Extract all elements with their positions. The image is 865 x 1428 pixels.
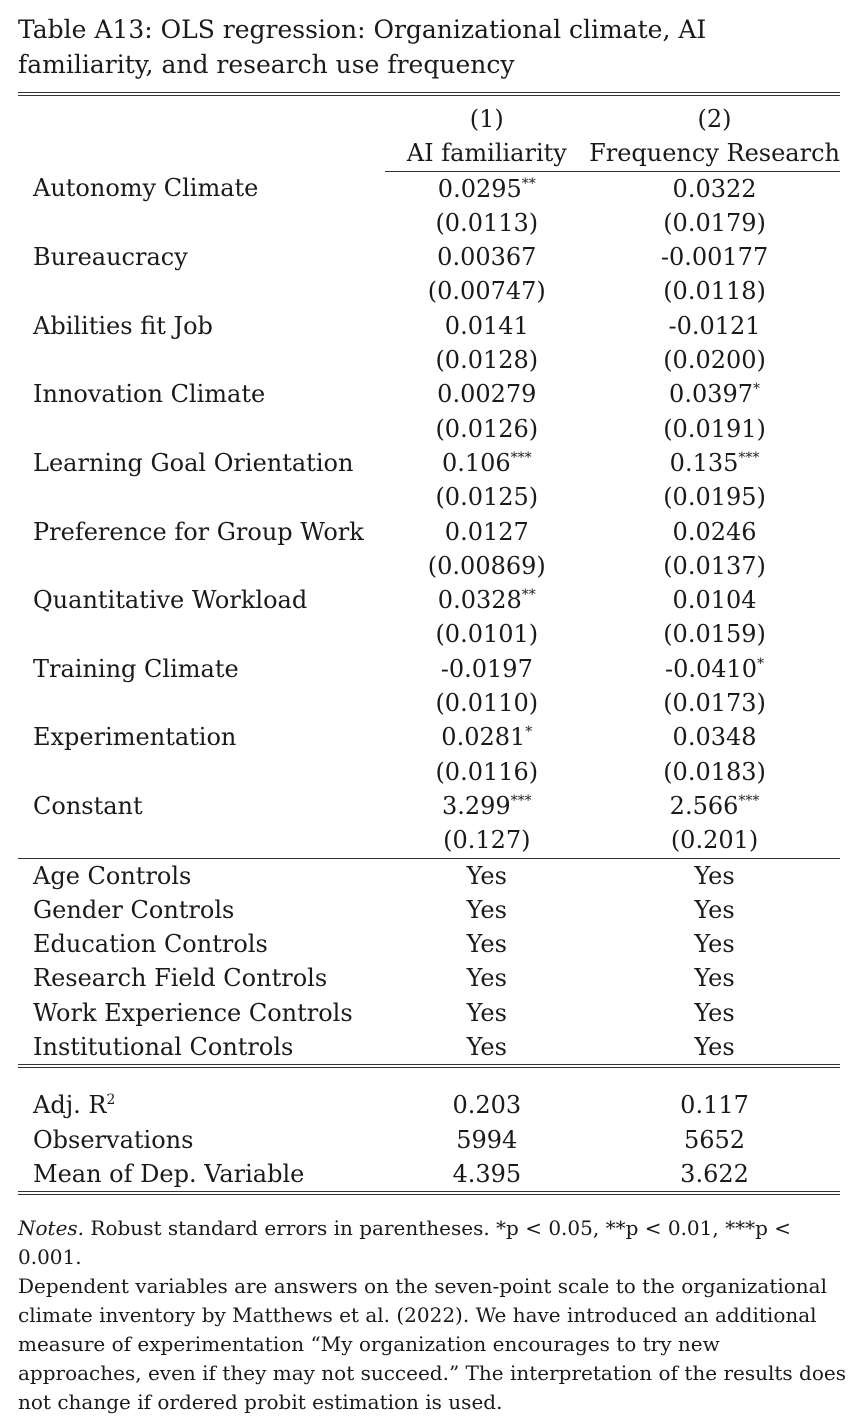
- se-row: [18, 274, 840, 308]
- control-label: Gender Controls: [33, 895, 235, 924]
- se-row: [18, 617, 840, 651]
- coef-col2: [589, 446, 840, 480]
- se-row: [18, 755, 840, 789]
- control-col2-value: Yes: [694, 1033, 735, 1062]
- coef-col2: [589, 583, 840, 617]
- notes-line-1: [18, 1214, 846, 1272]
- control-col2: [589, 996, 840, 1030]
- se-col2: [589, 412, 840, 446]
- se-col1: [385, 206, 590, 240]
- stats-separator: [18, 1066, 840, 1088]
- control-col1: [385, 996, 590, 1030]
- adj-r2-col2-value: 0.117: [680, 1091, 749, 1120]
- se-col2: [589, 206, 840, 240]
- coef-row: [18, 515, 840, 549]
- se-col1-value: (0.0113): [435, 208, 539, 237]
- controls-row: [18, 961, 840, 995]
- control-label: Institutional Controls: [33, 1033, 294, 1062]
- coef-col1: [385, 171, 590, 206]
- coef-col1-stars: ***: [510, 792, 532, 809]
- se-col2: [589, 617, 840, 651]
- observations-col2: [589, 1123, 840, 1157]
- coef-col2-value: 0.0397: [669, 380, 754, 409]
- top-rule: [18, 94, 840, 102]
- se-col2-value: (0.0137): [663, 551, 766, 580]
- coef-col1: [385, 240, 590, 274]
- control-col2-value: Yes: [694, 930, 735, 959]
- control-col2: [589, 893, 840, 927]
- control-col1-value: Yes: [466, 964, 507, 993]
- se-row: [18, 412, 840, 446]
- adj-r2-col2: [589, 1088, 840, 1122]
- se-col1-value: (0.0126): [435, 414, 539, 443]
- control-col1: [385, 893, 590, 927]
- control-col2-value: Yes: [694, 895, 735, 924]
- variable-label: Autonomy Climate: [33, 174, 259, 203]
- observations-row: [18, 1123, 840, 1157]
- se-col2: [589, 686, 840, 720]
- coef-col1-value: 0.106: [441, 448, 511, 477]
- column-numbers-row: [18, 102, 840, 136]
- se-col1: [385, 343, 590, 377]
- coef-row: [18, 240, 840, 274]
- se-col2: [589, 480, 840, 514]
- mean-dep-col1-value: 4.395: [452, 1159, 522, 1188]
- column-1-number: (1): [469, 105, 504, 133]
- control-col1: [385, 927, 590, 961]
- observations-label: Observations: [33, 1125, 194, 1154]
- coef-row: [18, 446, 840, 480]
- se-col1-value: (0.0128): [435, 346, 539, 375]
- coef-row: [18, 583, 840, 617]
- coef-col1: [385, 720, 590, 754]
- coef-col2-value: 0.135: [669, 448, 739, 477]
- coef-col2: [589, 515, 840, 549]
- coef-col2-value: 0.0322: [672, 174, 757, 203]
- observations-col2-value: 5652: [684, 1125, 746, 1154]
- coef-row: [18, 377, 840, 411]
- coef-col2-value: -0.00177: [660, 243, 769, 272]
- control-col2: [589, 927, 840, 961]
- coef-col1-value: 3.299: [441, 791, 511, 820]
- controls-row: [18, 927, 840, 961]
- coef-col2-value: 0.0246: [672, 517, 757, 546]
- coef-row: [18, 652, 840, 686]
- coef-col1: [385, 377, 590, 411]
- control-col2-value: Yes: [694, 861, 735, 890]
- se-col1: [385, 274, 590, 308]
- variable-label: Learning Goal Orientation: [33, 448, 354, 477]
- control-col2: [589, 961, 840, 995]
- coef-row: [18, 171, 840, 206]
- coef-col2-value: 2.566: [669, 791, 739, 820]
- observations-col1: [385, 1123, 590, 1157]
- coef-col2-stars: *: [753, 381, 761, 398]
- se-col1-value: (0.0125): [435, 483, 539, 512]
- control-col1-value: Yes: [466, 1033, 507, 1062]
- variable-label: Training Climate: [33, 654, 239, 683]
- se-row: [18, 343, 840, 377]
- se-col2: [589, 343, 840, 377]
- control-col2-value: Yes: [694, 964, 735, 993]
- se-col1: [385, 549, 590, 583]
- coef-col2: [589, 171, 840, 206]
- control-col1: [385, 1030, 590, 1066]
- se-col1-value: (0.0101): [435, 620, 539, 649]
- coef-col1-stars: *: [525, 724, 533, 741]
- se-col2-value: (0.0179): [663, 208, 766, 237]
- se-row: [18, 549, 840, 583]
- table-caption: Table A13: OLS regression: Organizational climate, AI familiarity, and research use frequency: [18, 15, 707, 79]
- se-col2: [589, 549, 840, 583]
- control-col1: [385, 858, 590, 893]
- se-col1: [385, 480, 590, 514]
- adj-r2-col1-value: 0.203: [452, 1091, 522, 1120]
- controls-row: [18, 893, 840, 927]
- control-label: Research Field Controls: [33, 964, 328, 993]
- se-col1: [385, 617, 590, 651]
- coef-col1-value: 0.0141: [444, 311, 529, 340]
- coef-col2: [589, 377, 840, 411]
- column-2-name: Frequency Research: [589, 136, 840, 171]
- coef-col2: [589, 720, 840, 754]
- se-col1: [385, 823, 590, 858]
- coef-col2-value: -0.0410: [664, 654, 758, 683]
- coef-col1: [385, 515, 590, 549]
- notes-lead: Notes.: [18, 1216, 85, 1240]
- coef-row: [18, 789, 840, 823]
- coef-col1: [385, 652, 590, 686]
- control-col2-value: Yes: [694, 998, 735, 1027]
- variable-label: Experimentation: [33, 723, 237, 752]
- coef-col2-stars: *: [757, 655, 765, 672]
- variable-label: Innovation Climate: [33, 380, 266, 409]
- se-col2-value: (0.201): [670, 826, 759, 855]
- variable-label: Abilities fit Job: [33, 311, 213, 340]
- controls-row: [18, 996, 840, 1030]
- se-col1: [385, 686, 590, 720]
- se-col2-value: (0.0173): [663, 689, 766, 718]
- coef-col1: [385, 789, 590, 823]
- coef-col1-stars: **: [521, 175, 536, 192]
- control-label: Work Experience Controls: [33, 998, 353, 1027]
- se-col2-value: (0.0118): [663, 277, 766, 306]
- mean-dep-col2-value: 3.622: [680, 1159, 749, 1188]
- coef-col2: [589, 789, 840, 823]
- mean-dep-col2: [589, 1157, 840, 1193]
- se-row: [18, 480, 840, 514]
- coef-col1-value: 0.0127: [444, 517, 529, 546]
- se-col2: [589, 274, 840, 308]
- coef-col1-stars: ***: [510, 449, 532, 466]
- adj-r2-col1: [385, 1088, 590, 1122]
- coef-col1-value: 0.00279: [437, 380, 537, 409]
- controls-row: [18, 858, 840, 893]
- coef-col1-value: -0.0197: [440, 654, 533, 683]
- coef-col2-value: 0.0348: [672, 723, 757, 752]
- control-col1-value: Yes: [466, 998, 507, 1027]
- observations-col1-value: 5994: [456, 1125, 518, 1154]
- coef-col1: [385, 309, 590, 343]
- coef-col1-value: 0.0295: [437, 174, 522, 203]
- coef-col2: [589, 240, 840, 274]
- variable-label: Constant: [33, 791, 143, 820]
- mean-dep-label: Mean of Dep. Variable: [18, 1157, 385, 1193]
- se-col2-value: (0.0195): [663, 483, 766, 512]
- mean-dep-col1: [385, 1157, 590, 1193]
- se-col1-value: (0.00747): [427, 277, 546, 306]
- coef-col1-value: 0.0281: [441, 723, 526, 752]
- coef-col1-value: 0.00367: [437, 243, 537, 272]
- se-col2: [589, 823, 840, 858]
- coef-col2-stars: ***: [738, 449, 760, 466]
- coef-row: [18, 309, 840, 343]
- column-1-name: AI familiarity: [385, 136, 590, 171]
- variable-label: Quantitative Workload: [33, 586, 308, 615]
- control-col1-value: Yes: [466, 861, 507, 890]
- coef-col2: [589, 652, 840, 686]
- coef-col2-stars: ***: [738, 792, 760, 809]
- column-names-row: [18, 136, 840, 171]
- se-col2-value: (0.0183): [663, 757, 766, 786]
- control-label: Education Controls: [33, 930, 268, 959]
- controls-row: [18, 1030, 840, 1066]
- se-col1-value: (0.00869): [427, 551, 546, 580]
- column-2-number: (2): [697, 105, 732, 133]
- se-col1-value: (0.127): [443, 826, 531, 855]
- se-col2-value: (0.0200): [663, 346, 766, 375]
- se-col1-value: (0.0110): [435, 689, 539, 718]
- control-col2: [589, 1030, 840, 1066]
- coef-col2: [589, 309, 840, 343]
- se-row: [18, 823, 840, 858]
- regression-table: [18, 92, 840, 1195]
- coef-col1-value: 0.0328: [437, 586, 522, 615]
- coef-row: [18, 720, 840, 754]
- notes-text-1: Robust standard errors in parentheses. *p < 0.05, **p < 0.01, ***p < 0.001.: [18, 1216, 792, 1269]
- control-col2: [589, 858, 840, 893]
- coef-col1-stars: **: [521, 587, 536, 604]
- coef-col1: [385, 583, 590, 617]
- se-col2-value: (0.0191): [663, 414, 766, 443]
- se-col1: [385, 412, 590, 446]
- coef-col2-value: -0.0121: [668, 311, 761, 340]
- coef-col1: [385, 446, 590, 480]
- control-col1-value: Yes: [466, 895, 507, 924]
- table-notes: [18, 1214, 846, 1417]
- notes-text-2: Dependent variables are answers on the seven-point scale to the organizational climate inventory by Matthews et al. (2022). We have introduced an additional measure of experimentation “My organization encourages to try new approaches, even if they may not succeed.” The interpretation of the results does not change if ordered probit estimation is used.: [18, 1274, 846, 1414]
- control-col1-value: Yes: [466, 930, 507, 959]
- variable-label: Bureaucracy: [33, 243, 188, 272]
- se-row: [18, 686, 840, 720]
- control-col1: [385, 961, 590, 995]
- adj-r2-superscript: 2: [106, 1092, 116, 1109]
- adj-r2-row: [18, 1088, 840, 1122]
- mean-dep-row: [18, 1157, 840, 1193]
- adj-r2-label-text: Adj. R: [33, 1091, 107, 1120]
- se-col2-value: (0.0159): [663, 620, 766, 649]
- se-col1: [385, 755, 590, 789]
- regression-table-body: [18, 94, 840, 1193]
- se-col2: [589, 755, 840, 789]
- coef-col2-value: 0.0104: [672, 586, 757, 615]
- control-label: Age Controls: [18, 858, 385, 893]
- adj-r2-label: [18, 1088, 385, 1122]
- se-row: [18, 206, 840, 240]
- variable-label: Preference for Group Work: [33, 517, 364, 546]
- se-col1-value: (0.0116): [435, 757, 539, 786]
